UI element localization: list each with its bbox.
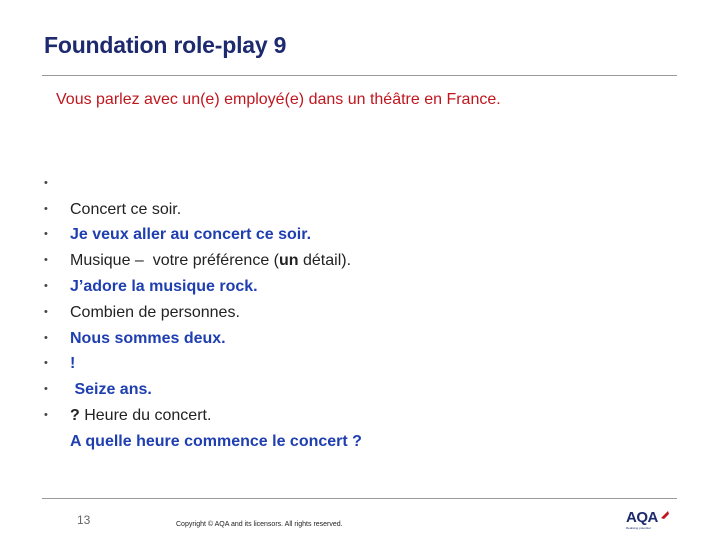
answer-text: Nous sommes deux.: [70, 329, 226, 347]
copyright-notice: Copyright © AQA and its licensors. All rights reserved.: [176, 521, 343, 528]
answer-text: A quelle heure commence le concert ?: [70, 432, 362, 450]
logo-swoosh-icon: [660, 510, 670, 520]
roleplay-list: [44, 145, 362, 450]
bullet: •: [44, 202, 48, 215]
logo-tagline: Realising potential: [626, 526, 651, 530]
prompt-text: [70, 248, 351, 274]
bullet: •: [44, 279, 48, 292]
logo-text: AQA: [626, 509, 658, 526]
prompt-text-part: Heure du concert.: [79, 406, 212, 424]
bullet: •: [44, 228, 48, 241]
title-divider: [42, 75, 677, 76]
answer-text: J’adore la musique rock.: [70, 277, 258, 295]
slide-title: Foundation role-play 9: [44, 32, 287, 58]
footer-divider: [42, 498, 677, 499]
prompt-text: Concert ce soir.: [70, 200, 182, 218]
slide-subtitle: Vous parlez avec un(e) employé(e) dans un théâtre en France.: [56, 91, 501, 108]
list-item: [44, 300, 76, 373]
answer-text: Je veux aller au concert ce soir.: [70, 226, 312, 244]
prompt-text: [70, 403, 211, 429]
bullet: •: [44, 408, 48, 421]
page-number: 13: [77, 513, 91, 527]
prompt-text-part: Musique – votre préférence (: [70, 252, 279, 270]
bullet: •: [44, 176, 48, 189]
prompt-text-emphasis: ?: [70, 406, 80, 424]
prompt-text-emphasis: un: [279, 252, 299, 270]
bullet: •: [44, 305, 48, 318]
bullet: •: [44, 254, 48, 267]
answer-text: !: [70, 355, 76, 373]
bullet: •: [44, 357, 48, 370]
answer-text: Seize ans.: [70, 381, 152, 399]
list-item: [44, 171, 312, 244]
prompt-text-part: détail).: [298, 252, 352, 270]
list-item: [44, 145, 182, 218]
bullet: •: [44, 331, 48, 344]
prompt-text: Combien de personnes.: [70, 303, 240, 321]
aqa-logo: [626, 509, 672, 535]
bullet: •: [44, 383, 48, 396]
